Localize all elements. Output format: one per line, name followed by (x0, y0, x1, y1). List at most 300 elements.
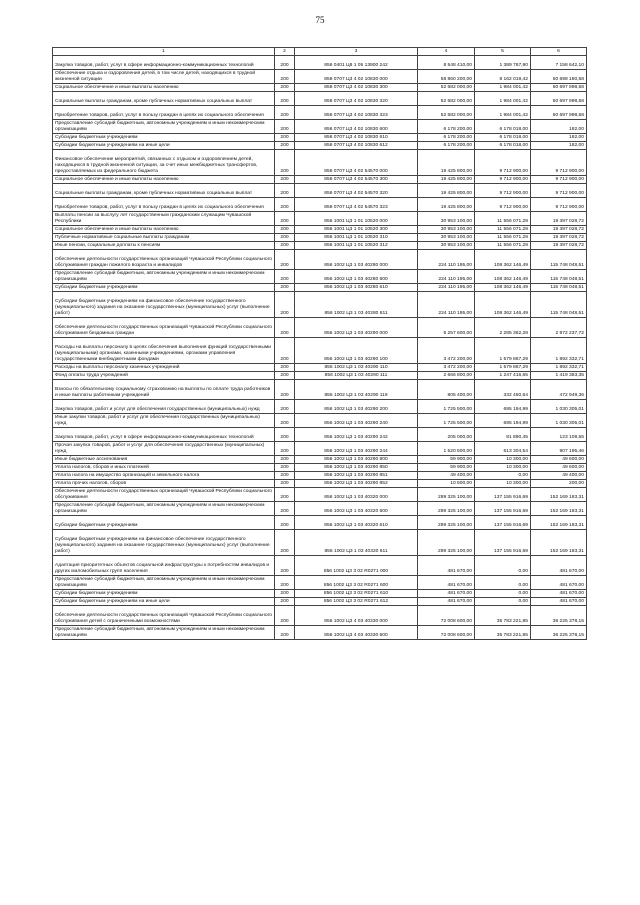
row-approved-value: 6 178 200,00 (418, 142, 475, 150)
row-remaining-value: 19 397 028,72 (531, 242, 587, 250)
row-remaining-value: 481 670,00 (531, 590, 587, 598)
row-line-code: 200 (275, 414, 295, 428)
table-row (53, 364, 587, 372)
row-name: Субсидии бюджетным учреждениям (53, 284, 275, 292)
row-name: Обеспечение деятельности государственных организаций Чувашской Республики социального обслуживания детей с ограниченными возможностями (53, 606, 275, 626)
row-executed-value: 1 579 867,29 (475, 364, 531, 372)
row-budget-code: 856 0707 Ц3 4 02 54570 320 (295, 184, 418, 198)
row-budget-code: 856 0707 Ц3 4 02 54570 300 (295, 176, 418, 184)
row-name: Приобретение товаров, работ, услуг в пользу граждан в целях их социального обеспечения (53, 198, 275, 212)
row-name: Фонд оплаты труда учреждений (53, 372, 275, 380)
row-name: Уплата налога на имущество организаций и земельного налога (53, 472, 275, 480)
row-executed-value: 1 984 001,42 (475, 92, 531, 106)
table-row (53, 516, 587, 530)
row-approved-value: 72 008 600,00 (418, 606, 475, 626)
table-row (53, 556, 587, 576)
row-name: Взносы по обязательному социальному страхованию на выплаты по оплате труда работников и иные выплаты работникам учреждений (53, 380, 275, 400)
row-line-code: 200 (275, 626, 295, 640)
row-executed-value: 613 304,54 (475, 442, 531, 456)
row-approved-value: 224 110 195,00 (418, 270, 475, 284)
row-executed-value: 9 712 900,00 (475, 198, 531, 212)
table-row (53, 472, 587, 480)
row-executed-value: 6 178 018,00 (475, 134, 531, 142)
row-executed-value: 9 712 900,00 (475, 184, 531, 198)
row-executed-value: 108 362 146,49 (475, 284, 531, 292)
row-budget-code: 856 1002 Ц3 4 03 40330 000 (295, 606, 418, 626)
row-approved-value: 10 500,00 (418, 480, 475, 488)
table-row (53, 84, 587, 92)
row-approved-value: 6 178 200,00 (418, 120, 475, 134)
row-approved-value: 30 953 100,00 (418, 226, 475, 234)
row-name: Уплата прочих налогов, сборов (53, 480, 275, 488)
row-remaining-value: 50 698 180,58 (531, 70, 587, 84)
row-executed-value: 1 984 001,42 (475, 84, 531, 92)
row-name: Предоставление субсидий бюджетным, автономным учреждениям и иным некоммерческим организациям (53, 626, 275, 640)
row-remaining-value: 1 892 332,71 (531, 364, 587, 372)
header-cell-name: 1 (53, 48, 275, 56)
row-approved-value: 59 900,00 (418, 464, 475, 472)
row-remaining-value: 49 400,00 (531, 472, 587, 480)
table-row (53, 92, 587, 106)
table-row (53, 134, 587, 142)
row-executed-value: 8 162 019,42 (475, 70, 531, 84)
row-budget-code: 856 1002 Ц3 3 02 R0271 610 (295, 590, 418, 598)
row-remaining-value: 152 169 183,31 (531, 516, 587, 530)
row-approved-value: 289 325 100,00 (418, 502, 475, 516)
row-budget-code: 856 1002 Ц3 1 03 40290 850 (295, 464, 418, 472)
header-cell-line-code: 2 (275, 48, 295, 56)
row-budget-code: 856 1002 Ц3 1 03 40290 111 (295, 372, 418, 380)
row-approved-value: 19 425 800,00 (418, 150, 475, 176)
row-name: Закупка товаров, работ и услуг для обеспечения государственных (муниципальных) нужд (53, 400, 275, 414)
row-line-code: 200 (275, 234, 295, 242)
table-row (53, 456, 587, 464)
row-line-code: 200 (275, 150, 295, 176)
row-name: Расходы на выплаты персоналу казенных учреждений (53, 364, 275, 372)
row-remaining-value: 152 169 183,31 (531, 530, 587, 556)
row-line-code: 200 (275, 488, 295, 502)
row-name: Социальное обеспечение и иные выплаты населению (53, 176, 275, 184)
row-budget-code: 856 0707 Ц3 4 02 54570 323 (295, 198, 418, 212)
row-budget-code: 856 0707 Ц3 4 02 10830 300 (295, 84, 418, 92)
table-row (53, 292, 587, 318)
row-line-code: 200 (275, 502, 295, 516)
row-approved-value: 3 472 200,00 (418, 364, 475, 372)
header-cell-executed: 5 (475, 48, 531, 56)
row-name: Иные закупки товаров, работ и услуг для обеспечения государственных (муниципальных) нужд (53, 414, 275, 428)
row-budget-code: 856 0707 Ц3 4 02 10830 320 (295, 92, 418, 106)
table-row (53, 576, 587, 590)
row-approved-value: 19 425 800,00 (418, 198, 475, 212)
row-budget-code: 856 1002 Ц3 1 03 40290 242 (295, 428, 418, 442)
row-budget-code: 856 1002 Ц3 1 03 40320 000 (295, 488, 418, 502)
table-row (53, 380, 587, 400)
row-remaining-value: 36 225 378,15 (531, 626, 587, 640)
row-line-code: 200 (275, 576, 295, 590)
row-budget-code: 856 1002 Ц3 1 03 40290 800 (295, 456, 418, 464)
row-executed-value: 108 362 146,49 (475, 270, 531, 284)
row-budget-code: 856 1001 Ц3 1 01 10520 312 (295, 242, 418, 250)
table-row (53, 150, 587, 176)
row-name: Социальное обеспечение и иные выплаты населению (53, 84, 275, 92)
row-name: Приобретение товаров, работ, услуг в пользу граждан в целях их социального обеспечения (53, 106, 275, 120)
row-approved-value: 1 725 500,00 (418, 400, 475, 414)
table-row (53, 400, 587, 414)
header-cell-remaining: 6 (531, 48, 587, 56)
row-name: Обеспечение деятельности государственных организаций Чувашской Республики социального обслуживания (53, 488, 275, 502)
row-remaining-value: 36 225 378,15 (531, 606, 587, 626)
row-budget-code: 856 0707 Ц3 4 02 10830 612 (295, 142, 418, 150)
table-row (53, 590, 587, 598)
table-row (53, 480, 587, 488)
row-name: Социальные выплаты гражданам, кроме публичных нормативных социальных выплат (53, 92, 275, 106)
row-line-code: 200 (275, 372, 295, 380)
row-line-code: 200 (275, 364, 295, 372)
row-line-code: 200 (275, 380, 295, 400)
row-remaining-value: 19 397 028,72 (531, 212, 587, 226)
row-line-code: 200 (275, 590, 295, 598)
table-row (53, 464, 587, 472)
row-remaining-value: 50 697 998,58 (531, 84, 587, 92)
row-approved-value: 481 670,00 (418, 556, 475, 576)
row-line-code: 200 (275, 530, 295, 556)
table-row (53, 530, 587, 556)
page-number: 75 (315, 15, 325, 25)
row-executed-value: 6 178 018,00 (475, 142, 531, 150)
row-name: Предоставление субсидий бюджетным, автономным учреждениям и иным некоммерческим организациям (53, 120, 275, 134)
row-name: Субсидии бюджетным учреждениям на иные цели (53, 598, 275, 606)
row-name: Иные бюджетные ассигнования (53, 456, 275, 464)
row-approved-value: 52 682 000,00 (418, 92, 475, 106)
row-budget-code: 856 1002 Ц3 1 03 40290 244 (295, 442, 418, 456)
row-approved-value: 58 860 200,00 (418, 70, 475, 84)
row-budget-code: 856 1002 Ц3 1 03 40320 600 (295, 502, 418, 516)
row-name: Обеспечение отдыха и оздоровления детей, в том числе детей, находящихся в трудной жизненной ситуации (53, 70, 275, 84)
row-line-code: 200 (275, 464, 295, 472)
row-approved-value: 289 325 100,00 (418, 530, 475, 556)
row-executed-value: 10 300,00 (475, 456, 531, 464)
row-name: Иные пенсии, социальные доплаты к пенсиям (53, 242, 275, 250)
row-budget-code: 856 1002 Ц3 1 03 40290 852 (295, 480, 418, 488)
row-remaining-value: 200,00 (531, 480, 587, 488)
row-executed-value: 137 155 916,69 (475, 530, 531, 556)
row-approved-value: 224 110 195,00 (418, 284, 475, 292)
row-name: Обеспечение деятельности государственных организаций Чувашской Республики социального обслуживания бездомных граждан (53, 318, 275, 338)
row-name: Адаптация приоритетных объектов социальной инфраструктуры к потребностям инвалидов и других маломобильных групп населения (53, 556, 275, 576)
row-remaining-value: 152 169 183,31 (531, 502, 587, 516)
row-budget-code: 856 1002 Ц3 1 03 40290 000 (295, 318, 418, 338)
table-row (53, 270, 587, 284)
row-name: Выплаты пенсии за выслугу лет государственным гражданским служащим Чувашской Республики (53, 212, 275, 226)
row-executed-value: 11 556 071,28 (475, 212, 531, 226)
table-row (53, 606, 587, 626)
row-line-code: 200 (275, 606, 295, 626)
table-row (53, 212, 587, 226)
row-remaining-value: 182,00 (531, 134, 587, 142)
row-name: Субсидии бюджетным учреждениям на финансовое обеспечение государственного (муниципального) задания на оказание государственных (муниципальных) услуг (выполнение работ) (53, 292, 275, 318)
row-remaining-value: 19 397 028,72 (531, 234, 587, 242)
table-row (53, 106, 587, 120)
row-name: Предоставление субсидий бюджетным, автономным учреждениям и иным некоммерческим организациям (53, 502, 275, 516)
row-approved-value: 30 953 100,00 (418, 212, 475, 226)
table-row (53, 598, 587, 606)
row-line-code: 200 (275, 84, 295, 92)
row-line-code: 200 (275, 70, 295, 84)
row-approved-value: 6 178 200,00 (418, 134, 475, 142)
row-name: Закупка товаров, работ, услуг в сфере информационно-коммуникационных технологий (53, 428, 275, 442)
row-approved-value: 1 725 500,00 (418, 414, 475, 428)
row-name: Обеспечение деятельности государственных организаций Чувашской Республики социального обслуживания граждан пожилого возраста и инвалидов (53, 250, 275, 270)
table-row (53, 284, 587, 292)
row-executed-value: 9 712 900,00 (475, 176, 531, 184)
row-line-code: 200 (275, 242, 295, 250)
row-remaining-value: 481 670,00 (531, 556, 587, 576)
row-executed-value: 108 362 146,49 (475, 292, 531, 318)
table-row (53, 442, 587, 456)
row-budget-code: 856 1002 Ц3 1 03 40320 611 (295, 530, 418, 556)
row-approved-value: 481 670,00 (418, 576, 475, 590)
row-approved-value: 3 472 200,00 (418, 338, 475, 364)
row-executed-value: 137 155 916,69 (475, 488, 531, 502)
row-executed-value: 11 556 071,28 (475, 234, 531, 242)
row-name: Публичные нормативные социальные выплаты гражданам (53, 234, 275, 242)
row-approved-value: 224 110 195,00 (418, 250, 475, 270)
row-line-code: 200 (275, 142, 295, 150)
row-line-code: 200 (275, 212, 295, 226)
row-budget-code: 856 0707 Ц3 4 02 10830 323 (295, 106, 418, 120)
row-executed-value: 9 712 900,00 (475, 150, 531, 176)
row-budget-code: 856 1002 Ц3 1 03 40290 200 (295, 400, 418, 414)
row-approved-value: 1 520 500,00 (418, 442, 475, 456)
row-approved-value: 289 325 100,00 (418, 516, 475, 530)
row-name: Предоставление субсидий бюджетным, автономным учреждениям и иным некоммерческим организациям (53, 576, 275, 590)
row-name: Субсидии бюджетным учреждениям на финансовое обеспечение государственного (муниципального) задания на оказание государственных (муниципальных) услуг (выполнение работ) (53, 530, 275, 556)
row-remaining-value: 9 712 900,00 (531, 150, 587, 176)
row-line-code: 200 (275, 270, 295, 284)
row-approved-value: 19 425 800,00 (418, 176, 475, 184)
header-cell-approved: 4 (418, 48, 475, 56)
row-budget-code: 856 0707 Ц3 4 02 10830 600 (295, 120, 418, 134)
row-name: Расходы на выплаты персоналу в целях обеспечения выполнения функций государственными (муниципальными) органами, казенными учреждениями, органами управления государственными внебюджетными фондами (53, 338, 275, 364)
row-remaining-value: 115 748 048,51 (531, 250, 587, 270)
row-line-code: 200 (275, 318, 295, 338)
row-line-code: 200 (275, 106, 295, 120)
row-executed-value: 1 579 867,29 (475, 338, 531, 364)
row-executed-value: 137 155 916,69 (475, 502, 531, 516)
row-line-code: 200 (275, 400, 295, 414)
table-row (53, 372, 587, 380)
table-row (53, 142, 587, 150)
row-budget-code: 856 1002 Ц3 3 02 R0271 600 (295, 576, 418, 590)
table-row (53, 250, 587, 270)
row-budget-code: 856 1002 Ц3 1 03 40280 610 (295, 284, 418, 292)
row-executed-value: 10 300,00 (475, 480, 531, 488)
row-approved-value: 805 400,00 (418, 380, 475, 400)
table-row (53, 414, 587, 428)
row-name: Прочая закупка товаров, работ и услуг для обеспечения государственных (муниципальных) нужд (53, 442, 275, 456)
row-remaining-value: 50 697 998,58 (531, 92, 587, 106)
table-row (53, 198, 587, 212)
row-approved-value: 30 953 100,00 (418, 242, 475, 250)
row-remaining-value: 152 169 183,31 (531, 488, 587, 502)
row-line-code: 200 (275, 598, 295, 606)
row-line-code: 200 (275, 284, 295, 292)
row-executed-value: 11 556 071,28 (475, 242, 531, 250)
row-budget-code: 856 1002 Ц3 3 02 R0271 612 (295, 598, 418, 606)
row-budget-code: 856 1001 Ц3 1 01 10520 000 (295, 212, 418, 226)
row-remaining-value: 182,00 (531, 120, 587, 134)
header-cell-budget-code: 3 (295, 48, 418, 56)
row-remaining-value: 123 109,55 (531, 428, 587, 442)
row-remaining-value: 50 697 998,58 (531, 106, 587, 120)
row-budget-code: 856 1001 Ц3 1 01 10520 310 (295, 234, 418, 242)
row-budget-code: 856 1002 Ц3 1 03 40320 610 (295, 516, 418, 530)
row-remaining-value: 1 892 332,71 (531, 338, 587, 364)
row-remaining-value: 481 670,00 (531, 598, 587, 606)
row-line-code: 200 (275, 56, 295, 70)
row-budget-code: 856 1002 Ц3 1 03 40280 611 (295, 292, 418, 318)
row-executed-value: 35 783 221,85 (475, 606, 531, 626)
row-executed-value: 1 389 767,90 (475, 56, 531, 70)
row-line-code: 200 (275, 338, 295, 364)
row-approved-value: 481 670,00 (418, 598, 475, 606)
row-budget-code: 856 0707 Ц3 4 02 10830 000 (295, 70, 418, 84)
table-row (53, 242, 587, 250)
row-executed-value: 11 556 071,28 (475, 226, 531, 234)
row-budget-code: 856 1002 Ц3 1 03 40280 000 (295, 250, 418, 270)
row-budget-code: 856 1002 Ц3 1 03 40290 851 (295, 472, 418, 480)
row-approved-value: 8 548 410,00 (418, 56, 475, 70)
table-row (53, 626, 587, 640)
row-remaining-value: 7 158 642,10 (531, 56, 587, 70)
table-row (53, 488, 587, 502)
row-remaining-value: 2 972 237,72 (531, 318, 587, 338)
row-remaining-value: 115 748 048,51 (531, 284, 587, 292)
row-remaining-value: 1 030 305,01 (531, 414, 587, 428)
row-line-code: 200 (275, 226, 295, 234)
row-budget-code: 856 1002 Ц3 1 03 40290 240 (295, 414, 418, 428)
row-name: Уплата налогов, сборов и иных платежей (53, 464, 275, 472)
table-row (53, 70, 587, 84)
row-name: Субсидии бюджетным учреждениям на иные цели (53, 142, 275, 150)
row-budget-code: 856 0707 Ц3 4 02 10830 610 (295, 134, 418, 142)
table-row (53, 428, 587, 442)
row-line-code: 200 (275, 442, 295, 456)
row-executed-value: 695 194,99 (475, 414, 531, 428)
row-line-code: 200 (275, 292, 295, 318)
row-budget-code: 856 1002 Ц3 1 03 40290 100 (295, 338, 418, 364)
table-row (53, 184, 587, 198)
row-remaining-value: 9 712 900,00 (531, 198, 587, 212)
row-remaining-value: 1 030 305,01 (531, 400, 587, 414)
table-row (53, 502, 587, 516)
row-approved-value: 59 900,00 (418, 456, 475, 464)
row-approved-value: 30 953 100,00 (418, 234, 475, 242)
row-approved-value: 19 425 800,00 (418, 184, 475, 198)
row-name: Субсидии бюджетным учреждениям (53, 516, 275, 530)
row-remaining-value: 481 670,00 (531, 576, 587, 590)
table-row (53, 176, 587, 184)
row-remaining-value: 115 748 048,51 (531, 292, 587, 318)
table-row (53, 120, 587, 134)
table-row (53, 338, 587, 364)
row-executed-value: 81 890,45 (475, 428, 531, 442)
row-line-code: 200 (275, 120, 295, 134)
row-line-code: 200 (275, 480, 295, 488)
row-executed-value: 6 178 018,00 (475, 120, 531, 134)
budget-report-table (52, 47, 587, 640)
row-remaining-value: 49 600,00 (531, 464, 587, 472)
row-budget-code: 856 0401 Ц8 1 05 13900 242 (295, 56, 418, 70)
row-name: Субсидии бюджетным учреждениям (53, 590, 275, 598)
row-approved-value: 205 000,00 (418, 428, 475, 442)
row-remaining-value: 1 419 383,35 (531, 372, 587, 380)
row-name: Субсидии бюджетным учреждениям (53, 134, 275, 142)
row-line-code: 200 (275, 516, 295, 530)
row-approved-value: 72 008 600,00 (418, 626, 475, 640)
row-line-code: 200 (275, 92, 295, 106)
table-row (53, 56, 587, 70)
row-approved-value: 2 666 800,00 (418, 372, 475, 380)
row-executed-value: 1 247 416,65 (475, 372, 531, 380)
row-name: Социальное обеспечение и иные выплаты населению (53, 226, 275, 234)
row-remaining-value: 9 712 900,00 (531, 176, 587, 184)
row-approved-value: 5 257 600,00 (418, 318, 475, 338)
row-remaining-value: 182,00 (531, 142, 587, 150)
row-budget-code: 856 1002 Ц3 1 03 40280 600 (295, 270, 418, 284)
row-executed-value: 137 155 916,69 (475, 516, 531, 530)
row-executed-value: 1 984 001,42 (475, 106, 531, 120)
row-name: Закупка товаров, работ, услуг в сфере информационно-коммуникационных технологий (53, 56, 275, 70)
row-executed-value: 332 450,64 (475, 380, 531, 400)
row-executed-value: 2 285 362,28 (475, 318, 531, 338)
row-approved-value: 52 682 000,00 (418, 106, 475, 120)
row-line-code: 200 (275, 134, 295, 142)
table-row (53, 226, 587, 234)
row-approved-value: 289 325 100,00 (418, 488, 475, 502)
row-budget-code: 856 1001 Ц3 1 01 10520 300 (295, 226, 418, 234)
row-executed-value: 35 783 221,85 (475, 626, 531, 640)
row-executed-value: 0,00 (475, 598, 531, 606)
row-budget-code: 856 1002 Ц3 3 02 R0271 000 (295, 556, 418, 576)
row-remaining-value: 9 712 900,00 (531, 184, 587, 198)
header-row (53, 48, 587, 56)
row-line-code: 200 (275, 472, 295, 480)
row-line-code: 200 (275, 556, 295, 576)
row-name: Предоставление субсидий бюджетным, автономным учреждениям и иным некоммерческим организациям (53, 270, 275, 284)
table-row (53, 234, 587, 242)
row-remaining-value: 19 397 028,72 (531, 226, 587, 234)
row-budget-code: 856 1002 Ц3 4 03 40330 600 (295, 626, 418, 640)
row-budget-code: 856 1002 Ц3 1 03 40290 119 (295, 380, 418, 400)
row-executed-value: 108 362 146,49 (475, 250, 531, 270)
row-executed-value: 0,00 (475, 556, 531, 576)
row-remaining-value: 115 748 048,51 (531, 270, 587, 284)
row-remaining-value: 472 949,36 (531, 380, 587, 400)
row-line-code: 200 (275, 176, 295, 184)
row-line-code: 200 (275, 184, 295, 198)
row-executed-value: 10 300,00 (475, 464, 531, 472)
row-approved-value: 481 670,00 (418, 590, 475, 598)
row-name: Социальные выплаты гражданам, кроме публичных нормативных социальных выплат (53, 184, 275, 198)
row-remaining-value: 49 600,00 (531, 456, 587, 464)
row-line-code: 200 (275, 456, 295, 464)
row-line-code: 200 (275, 198, 295, 212)
row-approved-value: 52 682 000,00 (418, 84, 475, 92)
row-executed-value: 695 194,99 (475, 400, 531, 414)
row-approved-value: 224 110 195,00 (418, 292, 475, 318)
row-name: Финансовое обеспечение мероприятий, связанных с отдыхом и оздоровлением детей, находящихся в трудной жизненной ситуации, за счет иных межбюджетных трансфертов, предоставляемых из федерального бюджета (53, 150, 275, 176)
